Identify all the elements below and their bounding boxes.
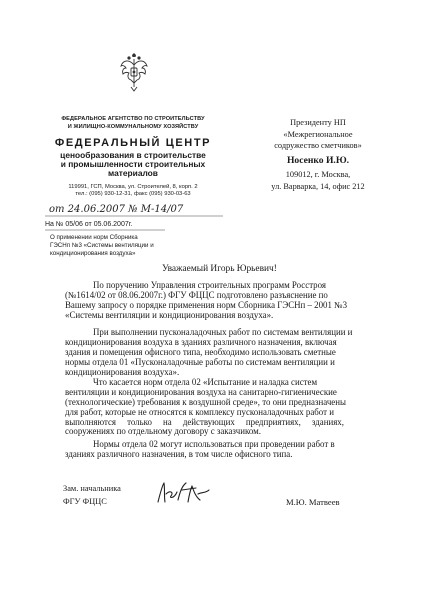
paragraph-2-line: нормы отдела 01 «Пусконаладочные работы по системам вентиляции и — [65, 357, 335, 367]
signer-name: М.Ю. Матвеев — [286, 497, 340, 507]
agency-name-line2: И ЖИЛИЩНО-КОММУНАЛЬНОМУ ХОЗЯЙСТВУ — [67, 124, 199, 130]
signer-position-line2: ФГУ ФЦЦС — [63, 497, 107, 506]
paragraph-3-line: для работ, которые не относятся к комплексу пусконаладочных работ и — [65, 407, 334, 417]
recipient-address-line1: 109012, г. Москва, — [285, 170, 351, 179]
subject-line3: кондиционирования воздуха» — [50, 250, 136, 257]
recipient-org-line1: «Межрегиональное — [283, 130, 353, 139]
center-subtitle-line3: материалов — [108, 168, 158, 178]
subject-line1: О применении норм Сборника — [50, 234, 138, 241]
paragraph-2-line: кондиционирования воздуха». — [65, 367, 180, 377]
outgoing-number-handwritten: от 24.06.2007 № М-14/07 — [49, 204, 184, 215]
outgoing-number-line — [45, 205, 223, 217]
paragraph-4 — [65, 440, 385, 460]
paragraph-1-line: Вашему запросу о порядке применения норм Сборника ГЭСНп – 2001 №3 — [65, 300, 348, 310]
paragraph-2-line: здания и помещения офисного типа, необходимо использовать сметные — [65, 347, 336, 357]
paragraph-2 — [65, 328, 385, 377]
paragraph-3-line: вентиляции и кондиционирования воздуха на санитарно-гигиенические — [65, 387, 337, 397]
paragraph-3-line: (технологические) требования к воздушной среде», то они предназначены — [65, 397, 346, 407]
paragraph-4-line: Нормы отдела 02 могут использоваться при проведении работ в — [93, 440, 335, 449]
signer-position-line1: Зам. начальника — [63, 484, 121, 493]
paragraph-1-line: (№1614/02 от 08.06.2007г.) ФГУ ФЦЦС подготовлено разъяснение по — [65, 290, 328, 300]
incoming-reference: На № 05/06 от 05.06.2007г. — [45, 221, 133, 228]
paragraph-1-line: По поручению Управления строительных программ Росстроя — [93, 281, 326, 290]
center-subtitle-line1: ценообразования в строительстве — [60, 150, 206, 160]
paragraph-4-line: зданиях различного назначения, в том числе офисного типа. — [65, 449, 293, 459]
salutation: Уважаемый Игорь Юрьевич! — [162, 264, 277, 274]
sender-address: 119991, ГСП, Москва, ул. Строителей, 8, корп. 2 — [68, 184, 198, 190]
recipient-org-line2: содружество сметчиков» — [274, 141, 362, 150]
coat-of-arms-emblem — [119, 53, 149, 93]
paragraph-2-line: При выполнении пусконаладочных работ по системам вентиляции и — [93, 328, 353, 337]
paragraph-3-line: Что касается норм отдела 02 «Испытание и наладка систем — [93, 378, 318, 387]
recipient-title: Президенту НП — [290, 118, 346, 127]
paragraph-3-line: выполняются только на действующих предприятиях, зданиях, — [65, 417, 344, 427]
paragraph-1 — [65, 281, 385, 321]
paragraph-2-line: кондиционирования воздуха в зданиях различного назначения, включая — [65, 337, 337, 347]
sender-phone: тел.: (095) 930-12-31, факс (095) 930-03-63 — [75, 191, 191, 197]
paragraph-1-line: «Системы вентиляции и кондиционирования воздуха». — [65, 310, 274, 320]
recipient-address-line2: ул. Варварка, 14, офис 212 — [271, 182, 365, 191]
center-title: ФЕДЕРАЛЬНЫЙ ЦЕНТР — [54, 137, 212, 149]
paragraph-3 — [65, 378, 385, 437]
handwritten-signature — [152, 480, 212, 506]
subject-line2: ГЭСНп №3 «Системы вентиляции и — [50, 242, 154, 249]
incoming-reference-underline — [45, 229, 165, 231]
paragraph-3-line: сооружениях по отдельному договору с заказчиком. — [65, 427, 261, 437]
agency-name-line1: ФЕДЕРАЛЬНОЕ АГЕНТСТВО ПО СТРОИТЕЛЬСТВУ — [61, 116, 205, 122]
center-subtitle-line2: и промышленности строительных — [60, 159, 206, 169]
recipient-name: Носенко И.Ю. — [286, 155, 350, 166]
